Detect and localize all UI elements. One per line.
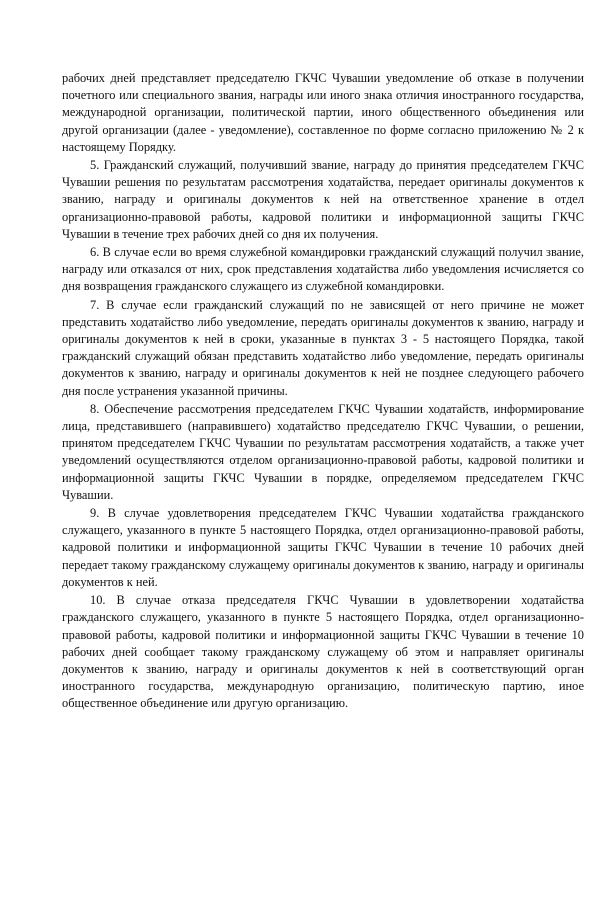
paragraph-10: 10. В случае отказа председателя ГКЧС Чувашии в удовлетворении ходатайства гражданского служащего, указанного в пункте 5 настоящего Порядка, отдел организационно-правовой работы, кадровой политики и информационной защиты ГКЧС Чувашии в течение 10 рабочих дней сообщает такому гражданскому служащему об этом и направляет оригиналы документов к званию, награду и оригиналы документов к ней в соответствующий орган иностранного государства, международную организацию, политическую партию, иное общественное объединение или другую организацию. bbox=[62, 593, 584, 711]
paragraph-continuation: рабочих дней представляет председателю ГКЧС Чувашии уведомление об отказе в получении почетного или специального звания, награды или иного знака отличия иностранного государства, международной организации, политической партии, иного общественного объединения или другой организации (далее - уведомление), составленное по форме согласно приложению № 2 к настоящему Порядку. bbox=[62, 71, 584, 154]
paragraph-7: 7. В случае если гражданский служащий по не зависящей от него причине не может представить ходатайство либо уведомление, передать оригиналы документов к званию, награду и оригиналы документов к ней в сроки, указанные в пунктах 3 - 5 настоящего Порядка, такой гражданский служащий обязан представить ходатайство либо уведомление, передать оригиналы документов к званию, награду и оригиналы документов к ней не позднее следующего рабочего дня после устранения указанной причины. bbox=[62, 297, 584, 398]
paragraph-6: 6. В случае если во время служебной командировки гражданский служащий получил звание, награду или отказался от них, срок представления ходатайства либо уведомления исчисляется со дня возвращения гражданского служащего из служебной командировки. bbox=[62, 245, 584, 294]
paragraph-8: 8. Обеспечение рассмотрения председателем ГКЧС Чувашии ходатайств, информирование лица, представившего (направившего) ходатайство председателю ГКЧС Чувашии, о решении, принятом председателем ГКЧС Чувашии по результатам рассмотрения ходатайств, а также учет уведомлений осуществляются отделом организационно-правовой работы, кадровой политики и информационной защиты ГКЧС Чувашии в порядке, определяемом председателем ГКЧС Чувашии. bbox=[62, 401, 584, 502]
paragraph-5: 5. Гражданский служащий, получивший звание, награду до принятия председателем ГКЧС Чувашии решения по результатам рассмотрения ходатайства, передает оригиналы документов к званию, награду и оригиналы документов к ней на ответственное хранение в отдел организационно-правовой работы, кадровой политики и информационной защиты ГКЧС Чувашии в течение трех рабочих дней со дня их получения. bbox=[62, 158, 584, 241]
document-body bbox=[62, 70, 584, 713]
paragraph-9: 9. В случае удовлетворения председателем ГКЧС Чувашии ходатайства гражданского служащего, указанного в пункте 5 настоящего Порядка, отдел организационно-правовой работы, кадровой политики и информационной защиты ГКЧС Чувашии в течение 10 рабочих дней передает такому гражданскому служащему оригиналы документов к званию, награду и оригиналы документов к ней. bbox=[62, 506, 584, 589]
